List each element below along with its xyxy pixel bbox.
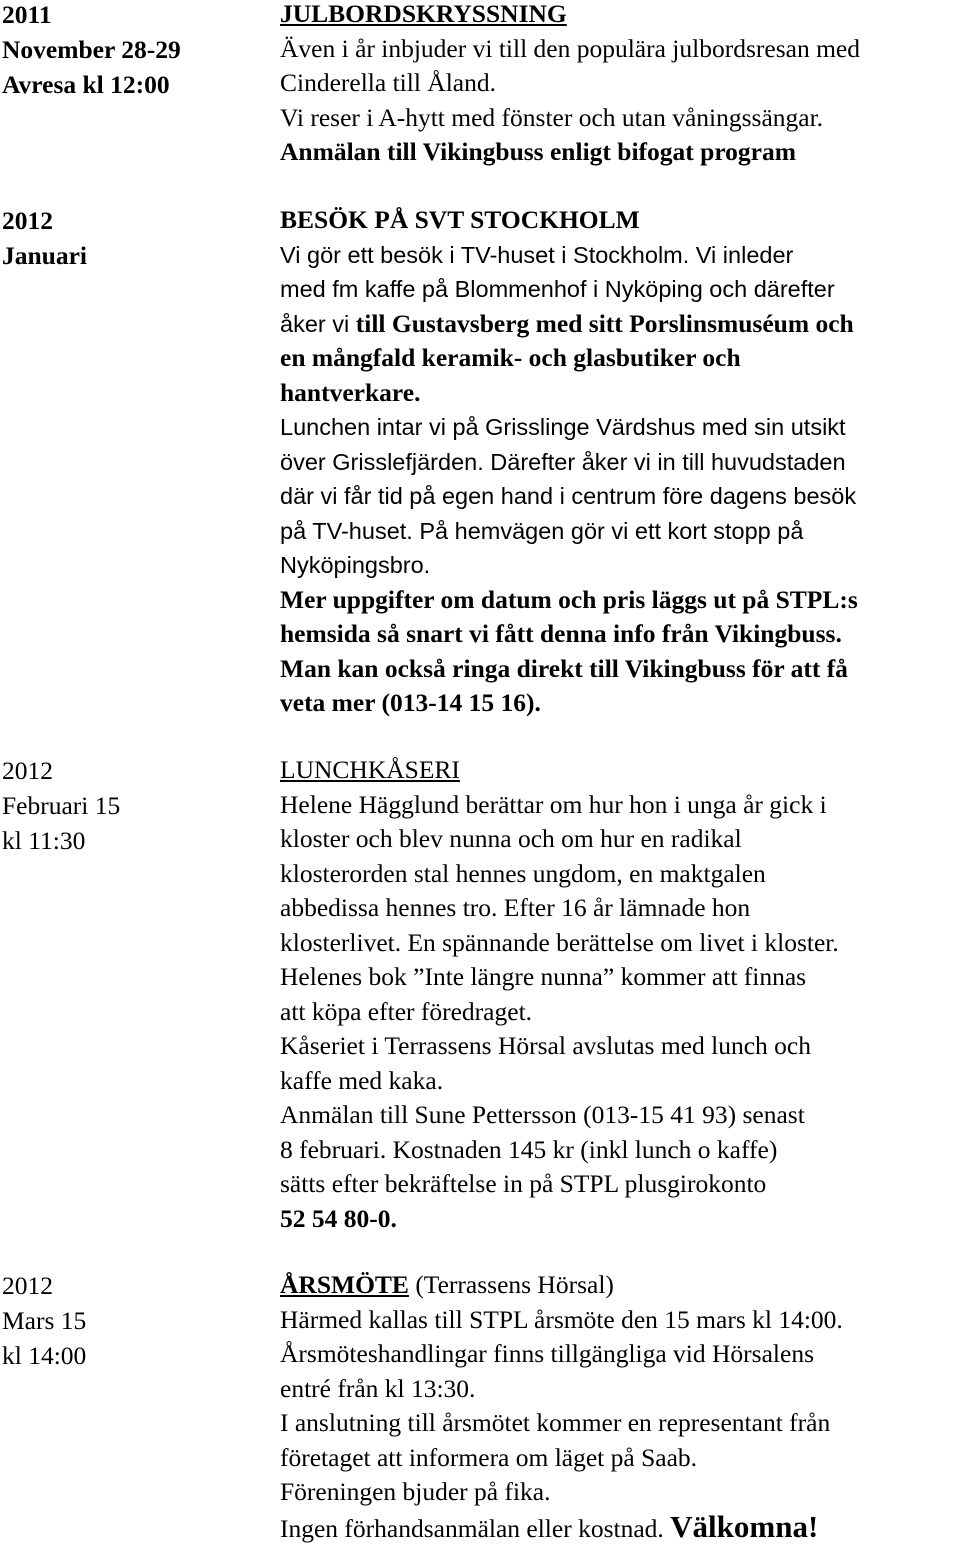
entry-title: JULBORDSKRYSSNING [280, 0, 567, 28]
body-line: hemsida så snart vi fått denna info från Vikingbuss. [280, 619, 842, 648]
date-time: kl 11:30 [2, 826, 86, 855]
body-line: med fm kaffe på Blommenhof i Nyköping och därefter [280, 276, 835, 302]
body-line: Föreningen bjuder på fika. [280, 1477, 551, 1506]
body-line: Cinderella till Åland. [280, 68, 496, 97]
body-line: sätts efter bekräftelse in på STPL plusgirokonto [280, 1169, 767, 1198]
body-line: Vi reser i A-hytt med fönster och utan våningssängar. [280, 102, 824, 132]
body-line: abbedissa hennes tro. Efter 16 år lämnade hon [280, 893, 751, 922]
entry-date [2, 0, 272, 102]
date-day: November 28-29 [2, 35, 181, 64]
body-line: Vi gör ett besök i TV-huset i Stockholm. Vi inleder [280, 241, 794, 268]
body-line: åker vi [280, 310, 356, 337]
body-line: klosterlivet. En spännande berättelse om livet i kloster. [280, 927, 839, 957]
date-year: 2012 [2, 1271, 53, 1300]
body-line: 8 februari. Kostnaden 145 kr (inkl lunch o kaffe) [280, 1134, 778, 1164]
date-day: Mars 15 [2, 1306, 87, 1335]
date-time: kl 14:00 [2, 1341, 87, 1370]
body-line: Ingen förhandsanmälan eller kostnad. [280, 1513, 671, 1543]
date-year: 2011 [2, 0, 52, 29]
date-month: Januari [2, 241, 88, 270]
body-line: att köpa efter föredraget. [280, 996, 533, 1026]
entry-content [280, 1268, 960, 1544]
entry-title: BESÖK PÅ SVT STOCKHOLM [280, 205, 640, 234]
entry-date [2, 753, 272, 858]
body-line: Kåseriet i Terrassens Hörsal avslutas med lunch och [280, 1031, 811, 1060]
body-line: Årsmöteshandlingar finns tillgängliga vid Hörsalens [280, 1339, 814, 1368]
welcome-text: Välkomna! [670, 1508, 819, 1544]
body-line: hantverkare. [280, 377, 421, 407]
date-time: Avresa kl 12:00 [2, 70, 170, 99]
date-year: 2012 [2, 206, 53, 235]
body-line: Härmed kallas till STPL årsmöte den 15 mars kl 14:00. [280, 1304, 843, 1334]
body-line: Man kan också ringa direkt till Vikingbuss för att få [280, 653, 848, 683]
body-line: kaffe med kaka. [280, 1065, 444, 1095]
entry-title: LUNCHKÅSERI [280, 755, 460, 784]
entry-title: ÅRSMÖTE [280, 1270, 409, 1299]
entry-date [2, 203, 272, 273]
body-line: Anmälan till Vikingbuss enligt bifogat program [280, 137, 796, 166]
body-line: på TV-huset. På hemvägen gör vi ett kort stopp på [280, 517, 804, 544]
entry-content [280, 753, 960, 1236]
date-year: 2012 [2, 756, 53, 785]
body-line: Helenes bok ”Inte längre nunna” kommer att finnas [280, 962, 807, 991]
body-line: Lunchen intar vi på Grisslinge Värdshus med sin utsikt [280, 414, 846, 440]
body-line-bold: till Gustavsberg med sitt Porslinsmuséum och [355, 308, 854, 338]
body-line: där vi får tid på egen hand i centrum före dagens besök [280, 483, 857, 509]
body-line: Mer uppgifter om datum och pris läggs ut på STPL:s [280, 584, 858, 614]
body-line: kloster och blev nunna och om hur en radikal [280, 824, 742, 853]
body-line: över Grisslefjärden. Därefter åker vi in till huvudstaden [280, 448, 846, 475]
entry-title-location: (Terrassens Hörsal) [408, 1270, 614, 1299]
body-line: Anmälan till Sune Pettersson (013-15 41 93) senast [280, 1100, 805, 1129]
entry-content [280, 203, 960, 721]
body-line: klosterorden stal hennes ungdom, en maktgalen [280, 858, 766, 888]
body-line: en mångfald keramik- och glasbutiker och [280, 343, 741, 372]
body-line: företaget att informera om läget på Saab. [280, 1442, 698, 1472]
body-line: Nyköpingsbro. [280, 552, 431, 578]
entry-content [280, 0, 960, 170]
body-line: Helene Hägglund berättar om hur hon i unga år gick i [280, 789, 827, 819]
body-line: entré från kl 13:30. [280, 1373, 476, 1403]
entry-date [2, 1268, 272, 1373]
body-line: Även i år inbjuder vi till den populära julbordsresan med [280, 33, 860, 63]
body-line: veta mer (013-14 15 16). [280, 688, 541, 717]
account-number: 52 54 80-0. [280, 1203, 397, 1233]
body-line: I anslutning till årsmötet kommer en representant från [280, 1408, 831, 1437]
date-day: Februari 15 [2, 791, 121, 820]
